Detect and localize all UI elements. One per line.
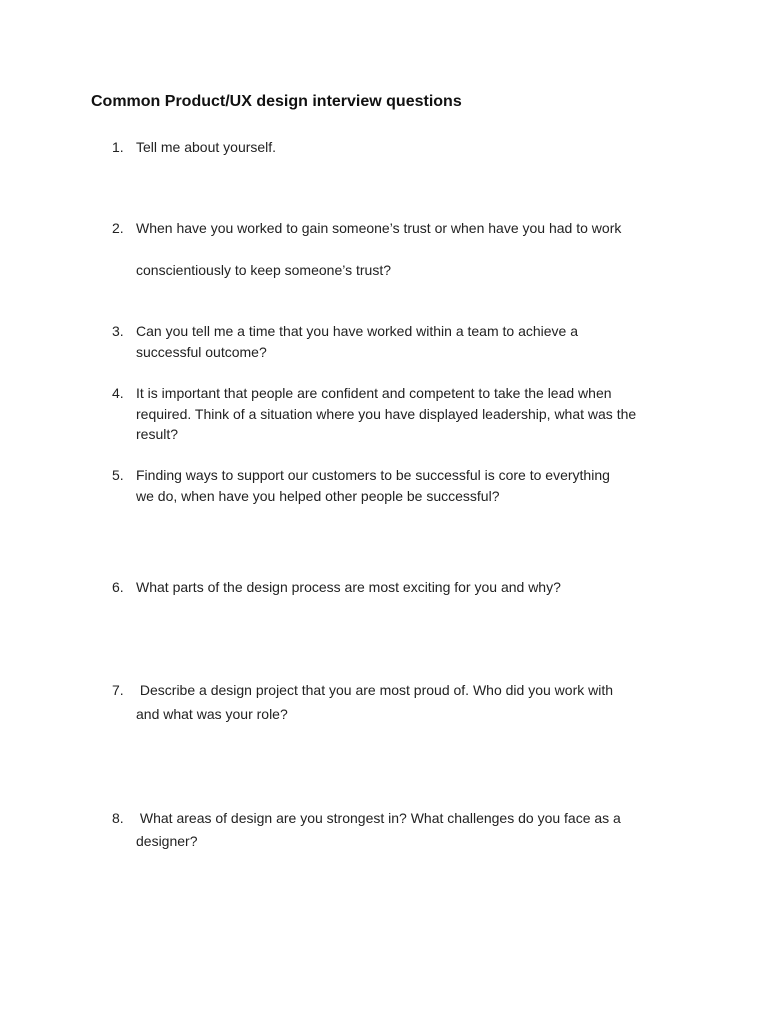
question-text (136, 321, 578, 362)
question-text (136, 465, 610, 506)
question-line: Tell me about yourself. (136, 139, 277, 155)
question-line: Can you tell me a time that you have worked within a team to achieve a (136, 323, 579, 339)
question-line: designer? (136, 832, 198, 849)
document-title: Common Product/UX design interview questions (91, 93, 462, 110)
question-line: successful outcome? (136, 343, 267, 360)
question-line: we do, when have you helped other people be successful? (136, 487, 500, 504)
question-text (136, 137, 276, 158)
question-line: It is important that people are confident and competent to take the lead when (136, 385, 612, 401)
question-line: Finding ways to support our customers to be successful is core to everything (136, 467, 610, 483)
question-line: conscientiously to keep someone’s trust? (136, 261, 391, 278)
question-number: 1. (112, 139, 124, 155)
question-line: Describe a design project that you are most proud of. Who did you work with (136, 682, 614, 698)
question-line: result? (136, 426, 179, 442)
question-line: What parts of the design process are most exciting for you and why? (136, 579, 561, 595)
question-line: required. Think of a situation where you have displayed leadership, what was the (136, 405, 637, 422)
question-line: What areas of design are you strongest in? What challenges do you face as a (136, 810, 621, 826)
question-text (136, 218, 621, 280)
question-number: 8. (112, 810, 124, 826)
question-number: 4. (112, 385, 124, 401)
question-number: 3. (112, 323, 124, 339)
question-number: 2. (112, 220, 124, 236)
question-number: 5. (112, 467, 124, 483)
question-text (136, 577, 561, 598)
question-text (136, 808, 621, 851)
question-text (136, 680, 613, 724)
question-line: and what was your role? (136, 705, 288, 722)
question-line: When have you worked to gain someone’s trust or when have you had to work (136, 220, 622, 236)
question-number: 6. (112, 579, 124, 595)
question-text (136, 383, 636, 445)
question-number: 7. (112, 682, 124, 698)
